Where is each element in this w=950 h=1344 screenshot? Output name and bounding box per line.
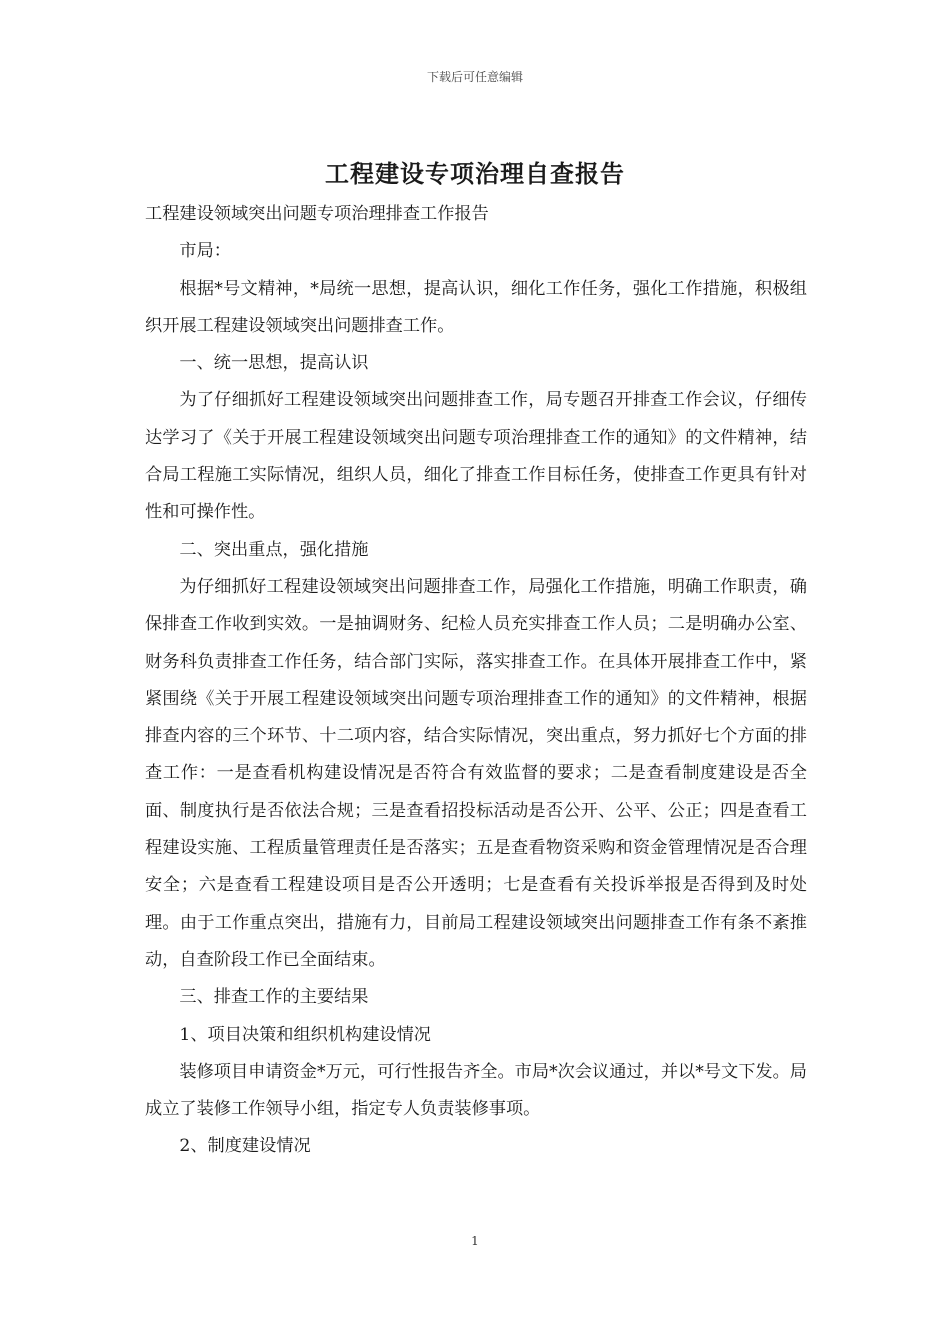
paragraph-intro: 根据*号文精神，*局统一思想，提高认识，细化工作任务，强化工作措施，积极组织开展工程建设领域突出问题排查工作。 [145,278,807,336]
paragraph-subtitle: 工程建设领域突出问题专项治理排查工作报告 [145,204,489,224]
paragraph-section-1: 为了仔细抓好工程建设领域突出问题排查工作，局专题召开排查工作会议，仔细传达学习了《关于开展工程建设领域突出问题专项治理排查工作的通知》的文件精神，结合局工程施工实际情况，组织人员，细化了排查工作目标任务，使排查工作更具有针对性和可操作性。 [145,390,807,523]
section-heading-1: 一、统一思想，提高认识 [179,353,369,374]
subsection-heading-2: 2、制度建设情况 [179,1136,311,1157]
paragraph-salutation: 市局： [179,241,231,262]
document-title: 工程建设专项治理自查报告 [325,159,625,188]
paragraph-section-2: 为仔细抓好工程建设领域突出问题排查工作，局强化工作措施，明确工作职责，确保排查工作收到实效。一是抽调财务、纪检人员充实排查工作人员；二是明确办公室、财务科负责排查工作任务，结合部门实际，落实排查工作。在具体开展排查工作中，紧紧围绕《关于开展工程建设领域突出问题专项治理排查工作的通知》的文件精神，根据排查内容的三个环节、十二项内容，结合实际情况，突出重点，努力抓好七个方面的排查工作：一是查看机构建设情况是否符合有效监督的要求；二是查看制度建设是否全面、制度执行是否依法合规；三是查看招投标活动是否公开、公平、公正；四是查看工程建设实施、工程质量管理责任是否落实；五是查看物资采购和资金管理情况是否合理安全；六是查看工程建设项目是否公开透明；七是查看有关投诉举报是否得到及时处理。由于工作重点突出，措施有力，目前局工程建设领域突出问题排查工作有条不紊推动，自查阶段工作已全面结束。 [145,576,807,970]
section-heading-2: 二、突出重点，强化措施 [179,539,369,560]
paragraph-subsection-1: 装修项目申请资金*万元，可行性报告齐全。市局*次会议通过，并以*号文下发。局成立了装修工作领导小组，指定专人负责装修事项。 [145,1061,807,1120]
section-heading-3: 三、排查工作的主要结果 [179,987,369,1008]
document-body [145,196,807,1166]
page-number: 1 [471,1234,479,1248]
subsection-heading-1: 1、项目决策和组织机构建设情况 [179,1024,431,1045]
header-note: 下载后可任意编辑 [426,70,523,84]
